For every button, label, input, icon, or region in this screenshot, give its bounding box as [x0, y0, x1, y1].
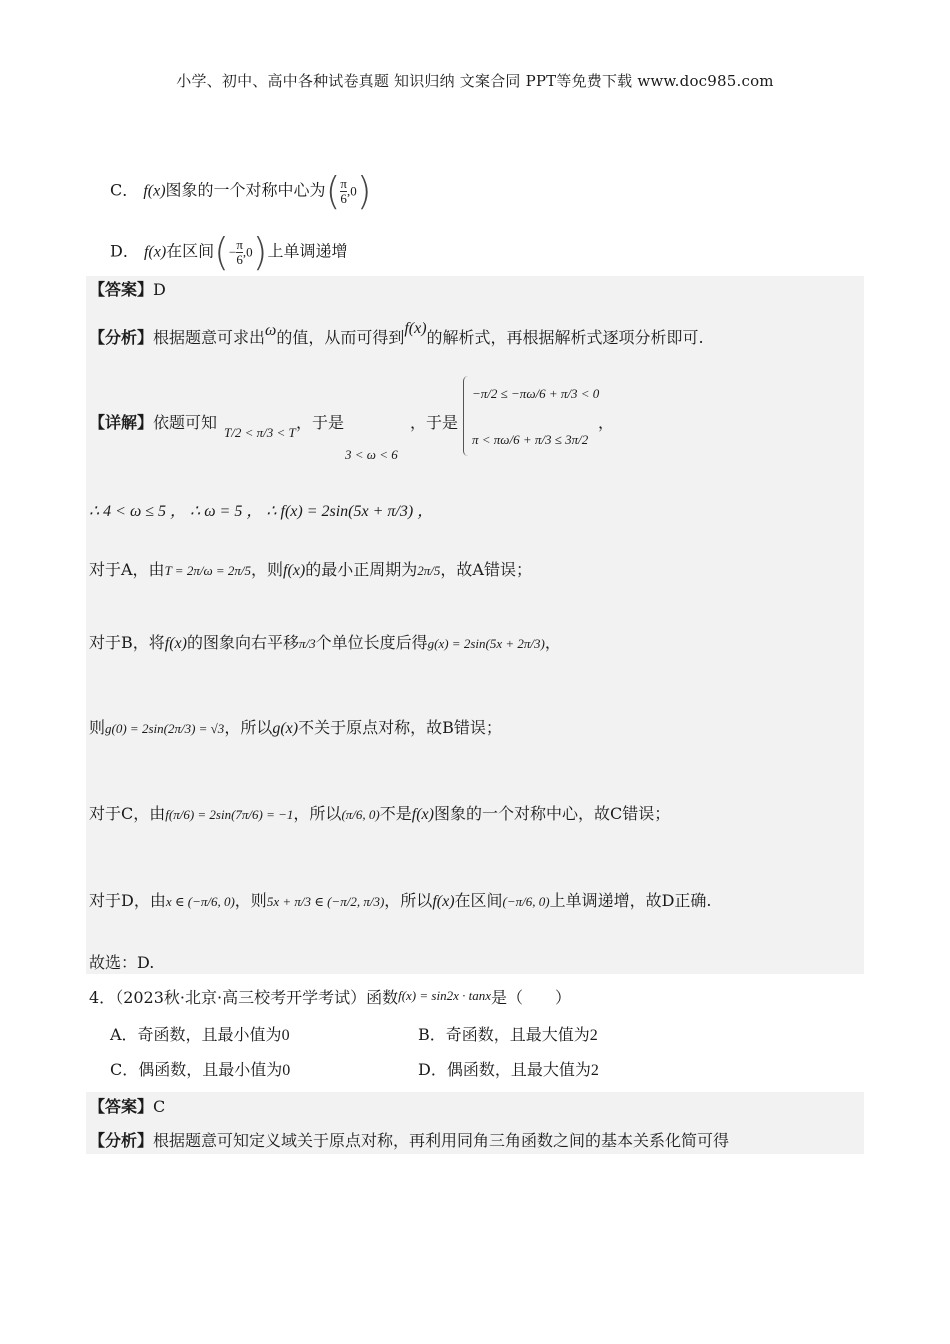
answer-block-1 [86, 276, 864, 974]
choose-line: 故选：D. [89, 953, 155, 972]
fraction: $\frac{\pi}{6}$ [340, 175, 347, 206]
inequality-omega: 3 < ω < 6 [345, 447, 398, 462]
system-eq-1: −π/2 ≤ −πω/6 + π/3 < 0 [472, 386, 600, 401]
answer-line-2: 【答案】C [89, 1097, 166, 1116]
math-fx: f(x) [143, 243, 167, 261]
q4-option-b: B．奇函数，且最大值为2 [418, 1025, 598, 1044]
math-fx: f(x) [143, 182, 166, 200]
system-eq-2: π < πω/6 + π/3 ≤ 3π/2 [472, 432, 589, 447]
fraction: $\frac{\pi}{6}$ [236, 236, 243, 267]
page-header: 小学、初中、高中各种试卷真题 知识归纳 文案合同 PPT等免费下载 www.doc985.com [176, 72, 774, 90]
option-label: D． [110, 241, 139, 261]
line-b: 对于B，将f(x)的图象向右平移π/3个单位长度后得g(x) = 2sin(5x + 2π/3)， [89, 633, 561, 652]
line-d: 对于D，由x ∈ (−π/6, 0)，则5x + π/3 ∈ (−π/2, π/3)，所以f(x)在区间(−π/6, 0)上单调递增，故D正确. [89, 891, 712, 910]
line-b2: 则g(0) = 2sin(2π/3) = √3，所以g(x)不关于原点对称，故B错误； [89, 718, 502, 737]
question-4: 4．（2023秋·北京·高三校考开学考试）函数f(x) = sin2x · tanx是（ ） [89, 988, 571, 1007]
therefore-line: ∴ 4 < ω ≤ 5 ， ∴ ω = 5 ， ∴ f(x) = 2sin(5x + π/3) ， [89, 503, 434, 520]
answer-line: 【答案】D [89, 280, 166, 299]
inequality-T: T/2 < π/3 < T [224, 425, 296, 440]
option-label: C． [110, 180, 139, 200]
analysis-line: 【分析】根据题意可求出ω的值，从而可得到f(x)的解析式，再根据解析式逐项分析即可. [89, 320, 704, 347]
option-text: 图象的一个对称中心为 [165, 180, 326, 200]
analysis-line-2: 【分析】根据题意可知定义域关于原点对称，再利用同角三角函数之间的基本关系化简可得 [89, 1131, 730, 1150]
q4-option-a: A．奇函数，且最小值为0 [110, 1025, 290, 1044]
detail-line: 【详解】依题可知 [89, 413, 218, 432]
q4-option-c: C．偶函数，且最小值为0 [110, 1060, 291, 1079]
line-a: 对于A，由T = 2π/ω = 2π/5，则f(x)的最小正周期为2π/5，故A错误； [89, 560, 532, 579]
option-c: C． f(x)图象的一个对称中心为( $\frac{\pi}{6}$ ,0) [110, 169, 372, 213]
option-d: D． f(x)在区间(− $\frac{\pi}{6}$ ,0)上单调递增 [110, 230, 348, 274]
line-c: 对于C，由f(π/6) = 2sin(7π/6) = −1，所以(π/6, 0)不是f(x)图象的一个对称中心，故C错误； [89, 804, 671, 823]
q4-option-d: D．偶函数，且最大值为2 [418, 1060, 599, 1079]
brace [463, 376, 468, 456]
